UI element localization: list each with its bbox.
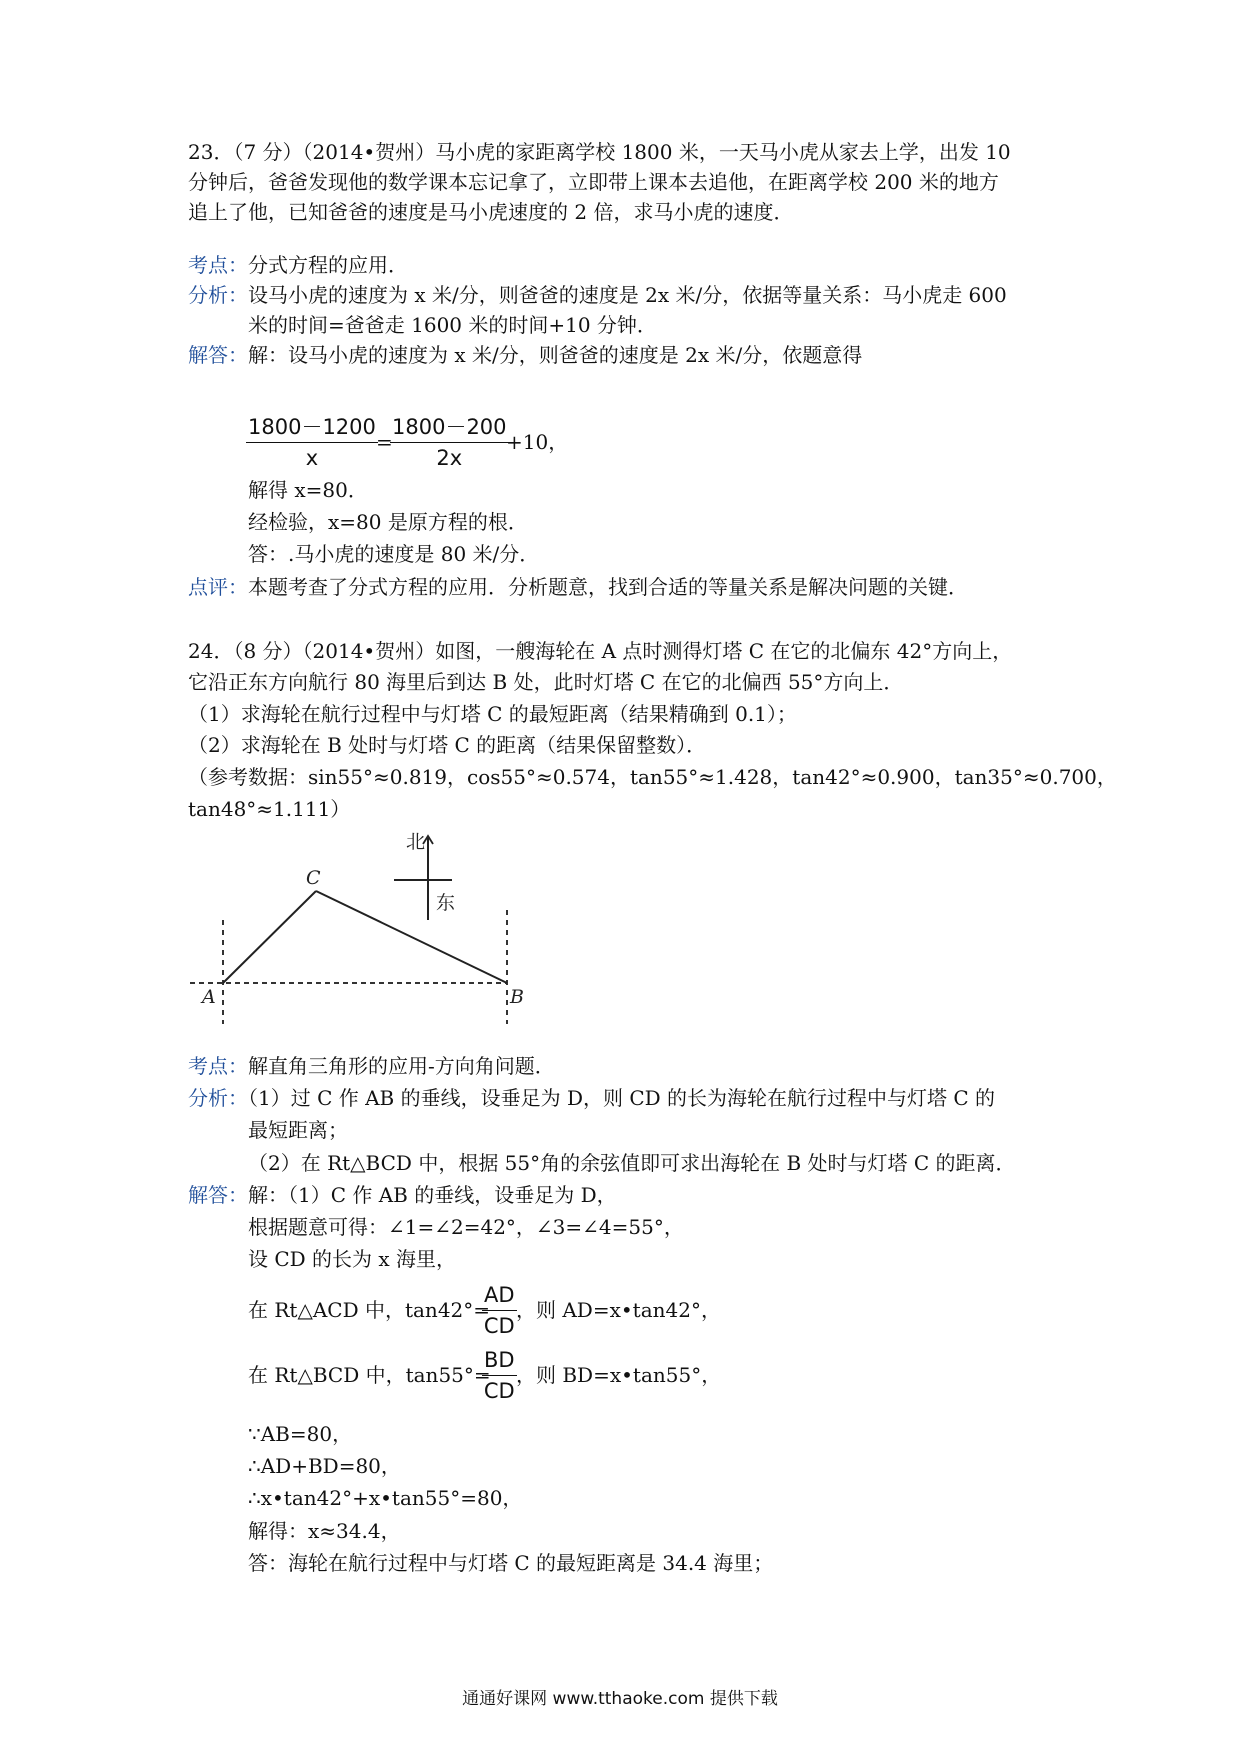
- q24-jieda-tail-4: 解得：x≈34.4，: [248, 1519, 401, 1543]
- kaodian-text: 解直角三角形的应用-方向角问题．: [248, 1054, 555, 1078]
- fraction-1-denominator: x: [305, 446, 319, 470]
- label-A: A: [202, 986, 216, 1008]
- kaodian-label: 考点：: [188, 253, 248, 277]
- q24-kaodian: [188, 1052, 555, 1080]
- q23-line-1: 23．（7 分）（2014•贺州）马小虎的家距离学校 1800 米，一天马小虎从家去上学，出发 10: [188, 140, 1011, 164]
- equals-sign: =: [376, 430, 393, 454]
- q23-jieda-line-check: 经检验，x=80 是原方程的根．: [248, 510, 528, 534]
- dianping-label: 点评：: [188, 575, 248, 599]
- tan-eq-1-denominator: CD: [483, 1314, 515, 1338]
- label-C: C: [306, 867, 321, 889]
- tan-eq-2-numerator: BD: [482, 1345, 517, 1376]
- q23-line-2: 分钟后，爸爸发现他的数学课本忘记拿了，立即带上课本去追他，在距离学校 200 米的地方: [188, 170, 999, 194]
- fenxi-label: 分析：: [188, 1086, 248, 1110]
- q24-line-1: 24．（8 分）（2014•贺州）如图，一艘海轮在 A 点时测得灯塔 C 在它的北偏东 42°方向上，: [188, 639, 1013, 663]
- fenxi-label: 分析：: [188, 283, 248, 307]
- q24-line-3: （1）求海轮在航行过程中与灯塔 C 的最短距离（结果精确到 0.1）；: [188, 702, 797, 726]
- q24-jieda-line-3: 设 CD 的长为 x 海里，: [248, 1247, 457, 1271]
- fraction-1-numerator: 1800－1200: [246, 412, 378, 443]
- fenxi-text: （1）过 C 作 AB 的垂线，设垂足为 D，则 CD 的长为海轮在航行过程中与灯塔 C 的: [248, 1086, 996, 1110]
- fenxi-text: 设马小虎的速度为 x 米/分，则爸爸的速度是 2x 米/分，依据等量关系：马小虎走 600: [248, 283, 1007, 307]
- tan-eq-1-fraction: [482, 1280, 517, 1341]
- triangle-figure: [180, 828, 560, 1028]
- page-footer: 通通好课网 www.tthaoke.com 提供下载: [462, 1689, 778, 1709]
- q24-jieda: [188, 1181, 617, 1209]
- q24-jieda-tail-1: ∵AB=80，: [248, 1422, 353, 1446]
- jieda-text: 解：（1）C 作 AB 的垂线，设垂足为 D，: [248, 1183, 617, 1207]
- q23-jieda: [188, 341, 862, 369]
- tan-eq-2-fraction: [482, 1345, 517, 1406]
- q23-jieda-line-answer: 答：.马小虎的速度是 80 米/分．: [248, 542, 540, 566]
- q23-jieda-line-solve: 解得 x=80．: [248, 478, 368, 502]
- kaodian-text: 分式方程的应用．: [248, 253, 408, 277]
- fraction-2: [390, 412, 509, 473]
- dianping-text: 本题考查了分式方程的应用．分析题意，找到合适的等量关系是解决问题的关键．: [248, 575, 968, 599]
- tan-eq-1-pre: 在 Rt△ACD 中，tan42°=: [248, 1298, 491, 1322]
- jieda-label: 解答：: [188, 1183, 248, 1207]
- jieda-label: 解答：: [188, 343, 248, 367]
- segment-CB: [316, 891, 507, 983]
- q24-jieda-tail-2: ∴AD+BD=80，: [248, 1454, 401, 1478]
- label-B: B: [510, 986, 524, 1008]
- q23-dianping: [188, 573, 968, 601]
- kaodian-label: 考点：: [188, 1054, 248, 1078]
- q24-line-4: （2）求海轮在 B 处时与灯塔 C 的距离（结果保留整数）．: [188, 733, 707, 757]
- tan-eq-1-post: ，则 AD=x•tan42°，: [516, 1298, 721, 1322]
- jieda-text: 解：设马小虎的速度为 x 米/分，则爸爸的速度是 2x 米/分，依题意得: [248, 343, 863, 367]
- q24-jieda-line-2: 根据题意可得：∠1=∠2=42°，∠3=∠4=55°，: [248, 1215, 684, 1239]
- fraction-2-denominator: 2x: [436, 446, 463, 470]
- q24-line-2: 它沿正东方向航行 80 海里后到达 B 处，此时灯塔 C 在它的北偏西 55°方向上．: [188, 670, 904, 694]
- q23-fenxi-line-2: 米的时间=爸爸走 1600 米的时间+10 分钟．: [248, 313, 657, 337]
- equation-tail: +10，: [506, 430, 569, 454]
- label-east: 东: [436, 892, 456, 914]
- fraction-1: [246, 412, 378, 473]
- fraction-2-numerator: 1800－200: [390, 412, 509, 443]
- q24-fenxi: [188, 1084, 995, 1112]
- segment-AC: [223, 891, 316, 983]
- q24-fenxi-line-3: （2）在 Rt△BCD 中，根据 55°角的余弦值即可求出海轮在 B 处时与灯塔 C 的距离．: [248, 1151, 1016, 1175]
- q24-fenxi-line-2: 最短距离；: [248, 1118, 348, 1142]
- label-north: 北: [406, 831, 426, 853]
- q24-line-6: tan48°≈1.111）: [188, 797, 351, 821]
- q24-jieda-tail-5: 答：海轮在航行过程中与灯塔 C 的最短距离是 34.4 海里；: [248, 1551, 774, 1575]
- tan-eq-2-pre: 在 Rt△BCD 中，tan55°=: [248, 1363, 491, 1387]
- tan-eq-2-denominator: CD: [483, 1379, 515, 1403]
- tan-eq-1-numerator: AD: [482, 1280, 517, 1311]
- q23-fenxi: [188, 281, 1007, 309]
- q24-line-5: （参考数据：sin55°≈0.819，cos55°≈0.574，tan55°≈1.428，tan42°≈0.900，tan35°≈0.700，: [188, 765, 1117, 789]
- q23-line-3: 追上了他，已知爸爸的速度是马小虎速度的 2 倍，求马小虎的速度．: [188, 200, 794, 224]
- q23-kaodian: [188, 251, 408, 279]
- q24-jieda-tail-3: ∴x•tan42°+x•tan55°=80，: [248, 1486, 523, 1510]
- tan-eq-2-post: ，则 BD=x•tan55°，: [516, 1363, 722, 1387]
